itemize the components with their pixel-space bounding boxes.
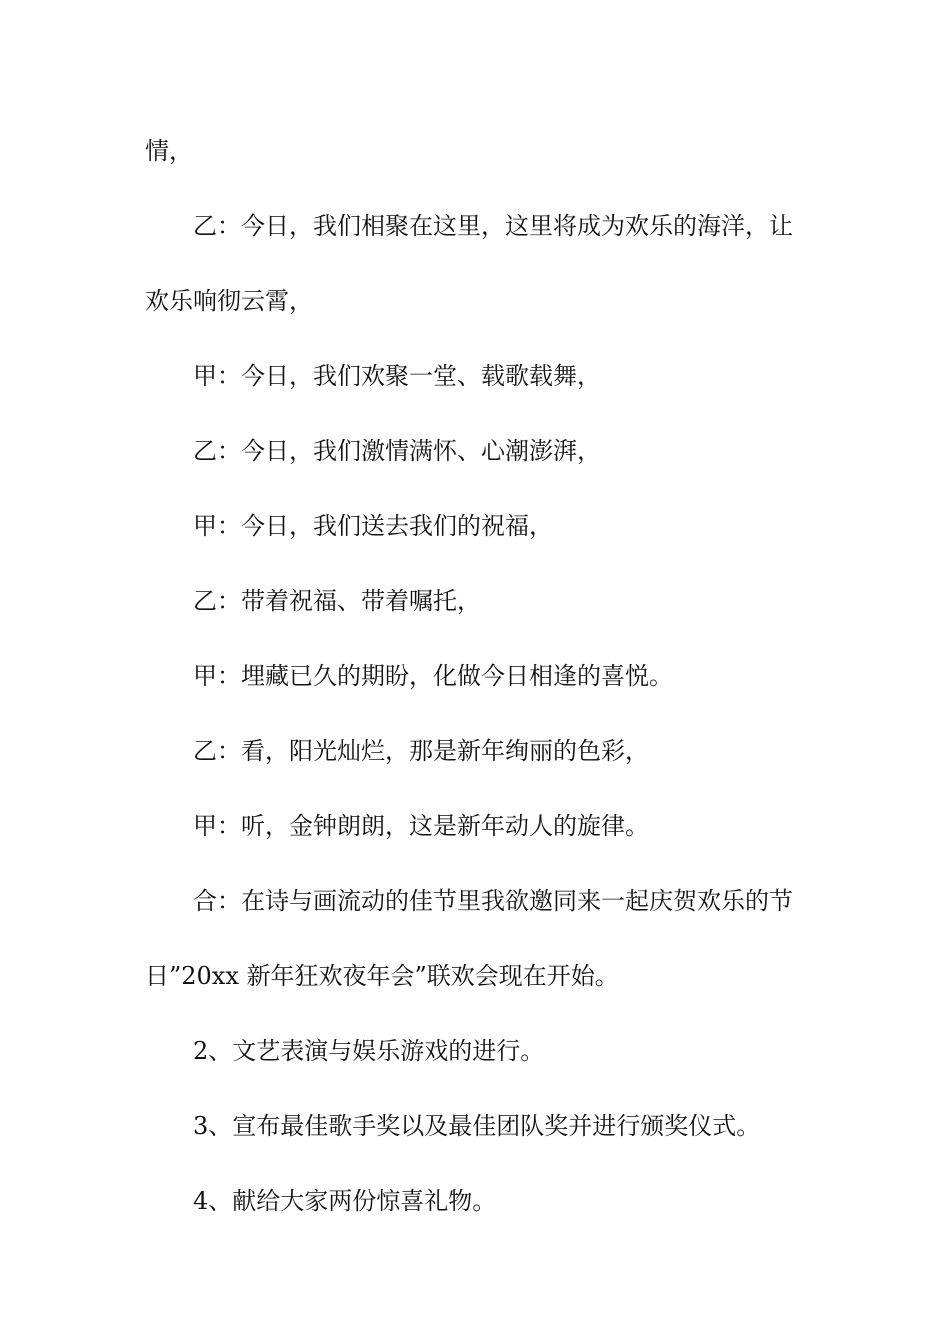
text-line: 甲：听，金钟朗朗，这是新年动人的旋律。 (193, 812, 649, 840)
text-line: 2、文艺表演与娱乐游戏的进行。 (193, 1037, 545, 1065)
text-line: 甲：今日，我们欢聚一堂、载歌载舞， (193, 362, 601, 390)
text-line: 3、宣布最佳歌手奖以及最佳团队奖并进行颁奖仪式。 (193, 1112, 761, 1140)
text-line: 乙：今日，我们激情满怀、心潮澎湃， (193, 437, 601, 465)
text-line: 情， (145, 137, 193, 165)
text-line: 甲：今日，我们送去我们的祝福， (193, 512, 553, 540)
text-line: 合：在诗与画流动的佳节里我欲邀同来一起庆贺欢乐的节 (193, 887, 793, 915)
text-line: 4、献给大家两份惊喜礼物。 (193, 1187, 497, 1215)
text-line: 欢乐响彻云霄， (145, 287, 313, 315)
text-line: 日”20xx 新年狂欢夜年会”联欢会现在开始。 (145, 962, 619, 990)
text-line: 乙：今日，我们相聚在这里，这里将成为欢乐的海洋，让 (193, 212, 793, 240)
text-line: 甲：埋藏已久的期盼，化做今日相逢的喜悦。 (193, 662, 673, 690)
text-line: 乙：带着祝福、带着嘱托， (193, 587, 481, 615)
text-line: 乙：看，阳光灿烂，那是新年绚丽的色彩， (193, 737, 649, 765)
